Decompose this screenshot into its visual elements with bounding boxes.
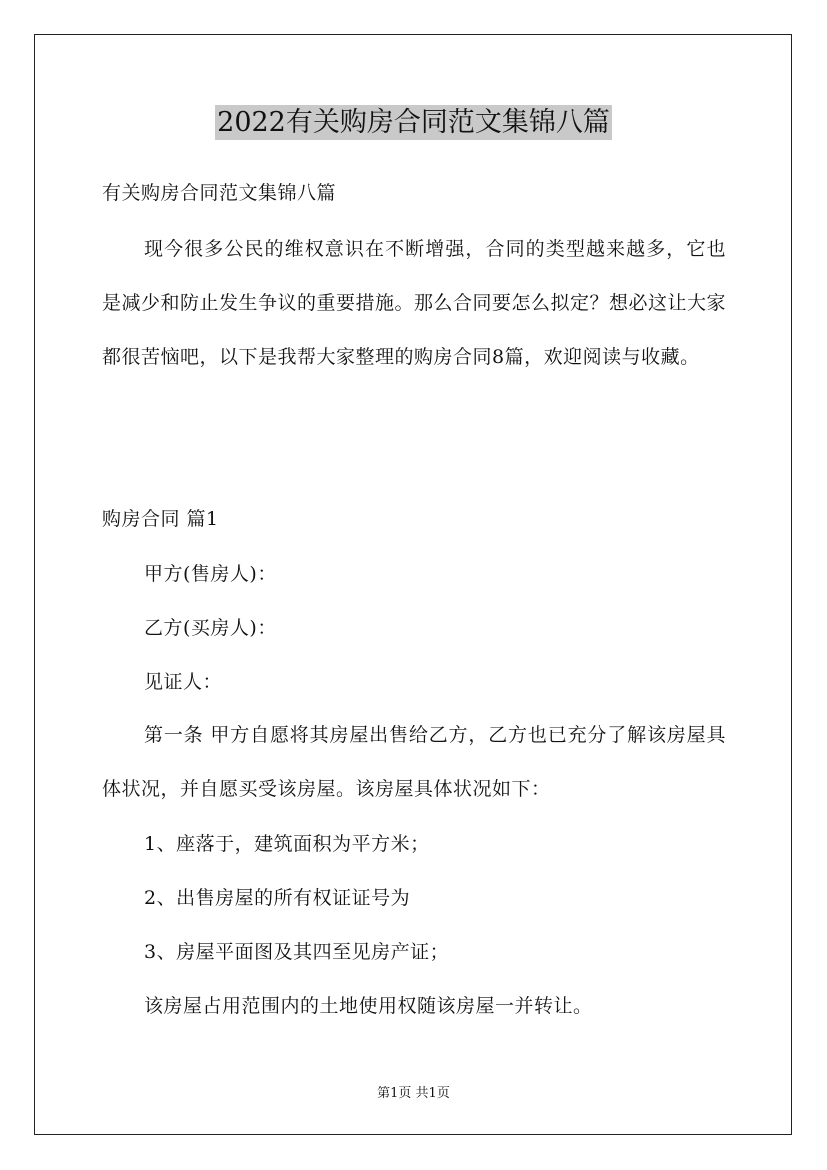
article-one-paragraph: 第一条 甲方自愿将其房屋出售给乙方，乙方也已充分了解该房屋具体状况，并自愿买受该房屋。该房屋具体状况如下： [102, 724, 726, 800]
document-title-text: 2022有关购房合同范文集锦八篇 [217, 107, 610, 138]
party-a-line: 甲方(售房人)： [144, 563, 277, 585]
land-use-paragraph: 该房屋占用范围内的土地使用权随该房屋一并转让。 [144, 995, 593, 1017]
section-heading: 购房合同 篇1 [102, 508, 219, 530]
list-item-1: 1、座落于，建筑面积为平方米； [144, 833, 430, 855]
document-title [0, 101, 827, 145]
list-item-2: 2、出售房屋的所有权证证号为 [144, 887, 411, 909]
page-footer: 第1页 共1页 [377, 1086, 450, 1101]
intro-paragraph: 现今很多公民的维权意识在不断增强，合同的类型越来越多，它也是减少和防止发生争议的重要措施。那么合同要怎么拟定？想必这让大家都很苦恼吧，以下是我帮大家整理的购房合同8篇，欢迎阅读与收藏。 [102, 238, 727, 368]
list-item-3: 3、房屋平面图及其四至见房产证； [144, 941, 450, 963]
witness-line: 见证人： [144, 671, 223, 693]
party-b-line: 乙方(买房人)： [144, 617, 277, 639]
document-subtitle: 有关购房合同范文集锦八篇 [102, 182, 337, 204]
